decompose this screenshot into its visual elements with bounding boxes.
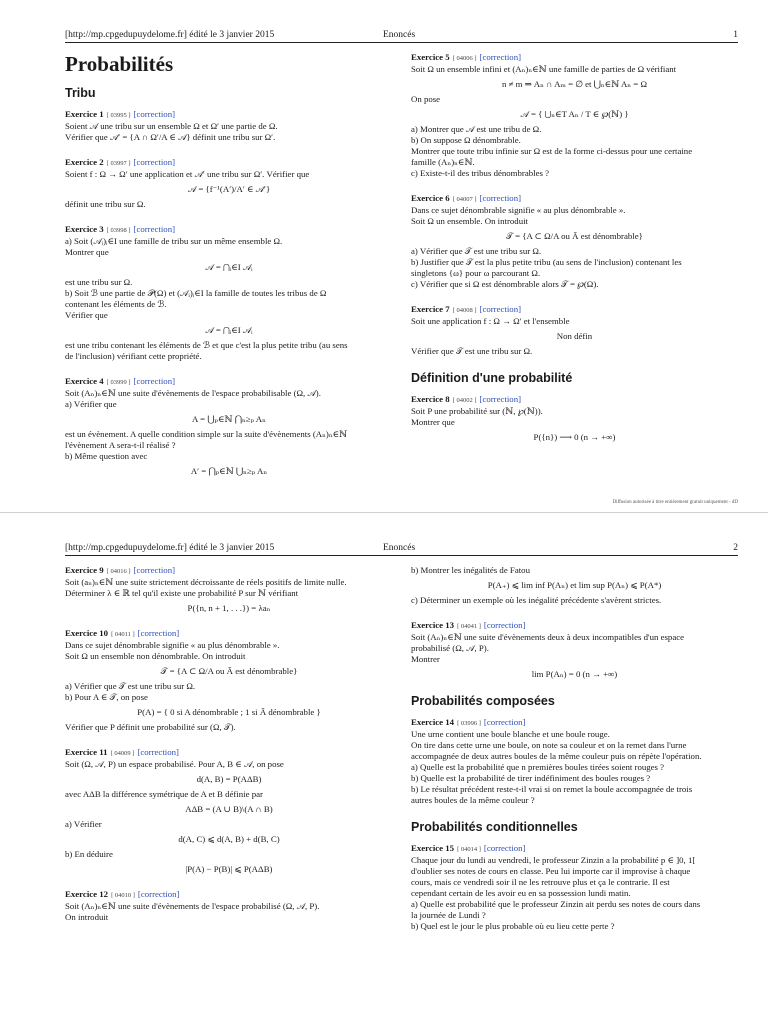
formula: A′ = ⋂ₚ∈ℕ ⋃ₙ≥ₚ Aₙ bbox=[190, 466, 268, 476]
exercise-header bbox=[65, 376, 393, 388]
text-line: a) Vérifier que 𝒯 est une tribu sur Ω. bbox=[411, 246, 542, 256]
exercise-list bbox=[65, 565, 393, 923]
exercise-code: [ 04006 ] bbox=[452, 55, 477, 62]
section-title-conditionnelles: Probabilités conditionnelles bbox=[411, 820, 578, 834]
text-line: b) Même question avec bbox=[65, 451, 148, 461]
text-line: b) Pour A ∈ 𝒯, on pose bbox=[65, 692, 148, 702]
correction-link[interactable]: [correction] bbox=[133, 565, 176, 575]
exercise-label: Exercice 15 bbox=[411, 843, 455, 853]
exercise bbox=[65, 376, 393, 477]
formula: n ≠ m ⇒ Aₙ ∩ Aₘ = ∅ et ⋃ₙ∈ℕ Aₙ = Ω bbox=[501, 79, 648, 89]
text-line: Montrer que toute tribu infinie sur Ω est de la forme ci-dessus pour une certaine bbox=[411, 146, 693, 156]
text-line: c) Vérifier que si Ω est dénombrable alors 𝒯 = ℘(Ω). bbox=[411, 279, 599, 289]
exercise-header bbox=[65, 565, 393, 577]
exercise-code: [ 03995 ] bbox=[106, 112, 131, 119]
exercise-code: [ 03997 ] bbox=[106, 160, 131, 167]
correction-link[interactable]: [correction] bbox=[137, 628, 180, 638]
text-line: b) Justifier que 𝒯 est la plus petite tribu (au sens de l'inclusion) contenant les bbox=[411, 257, 682, 267]
exercise-label: Exercice 6 bbox=[411, 193, 450, 203]
exercise-label: Exercice 7 bbox=[411, 304, 450, 314]
exercise-code: [ 03996 ] bbox=[457, 720, 481, 727]
text-line: Soit (Ω, 𝒜, P) un espace probabilisé. Pour A, B ∈ 𝒜, on pose bbox=[65, 759, 284, 769]
page-1 bbox=[0, 0, 768, 512]
text-line: a) Montrer que 𝒜 est une tribu de Ω. bbox=[411, 124, 542, 134]
text-line: b) Montrer les inégalités de Fatou bbox=[411, 565, 530, 575]
text-line: a) Vérifier que 𝒯 est une tribu sur Ω. bbox=[65, 681, 196, 691]
section-title-tribu: Tribu bbox=[65, 86, 96, 100]
text-line: Montrer que bbox=[411, 417, 455, 427]
formula: 𝒜 = ⋂ᵢ∈I 𝒜ᵢ bbox=[205, 325, 253, 335]
header-url[interactable]: [http://mp.cpgedupuydelome.fr] édité le 3 janvier 2015 bbox=[65, 543, 275, 553]
exercise-code: [ 04007 ] bbox=[452, 196, 477, 203]
text-line: b) Le résultat précédent reste-t-il vrai si on remet la boule accompagnée de trois bbox=[411, 784, 693, 794]
exercise bbox=[65, 565, 393, 614]
exercise-code: [ 04002 ] bbox=[452, 397, 477, 404]
left-column bbox=[65, 565, 393, 937]
exercise-list bbox=[65, 109, 393, 477]
text-line: a) Vérifier que bbox=[65, 399, 117, 409]
text-line: Soit P une probabilité sur (ℕ, ℘(ℕ)). bbox=[411, 406, 543, 416]
text-line: Soient 𝒜 une tribu sur un ensemble Ω et Ω′ une partie de Ω. bbox=[65, 121, 278, 131]
formula: Non défin bbox=[556, 331, 593, 341]
exercise-header bbox=[65, 157, 393, 169]
text-line: Soit (aₙ)ₙ∈ℕ une suite strictement décroissante de réels positifs de limite nulle. bbox=[65, 577, 347, 587]
exercise-header bbox=[65, 109, 393, 121]
exercise bbox=[411, 394, 738, 443]
text-line: c) Existe-t-il des tribus dénombrables ? bbox=[411, 168, 550, 178]
exercise bbox=[65, 889, 393, 923]
exercise-label: Exercice 1 bbox=[65, 109, 104, 119]
exercise bbox=[65, 157, 393, 210]
exercise-code: [ 03999 ] bbox=[106, 379, 131, 386]
footnote: Diffusion autorisée à titre entièrement gratuit uniquement - dD bbox=[612, 500, 738, 505]
formula: 𝒜 = ⋂ᵢ∈I 𝒜ᵢ bbox=[205, 262, 253, 272]
exercise-label: Exercice 14 bbox=[411, 717, 455, 727]
header-url[interactable]: [http://mp.cpgedupuydelome.fr] édité le 3 janvier 2015 bbox=[65, 30, 275, 40]
text-line: Dans ce sujet dénombrable signifie « au plus dénombrable ». bbox=[411, 205, 626, 215]
exercise bbox=[411, 52, 738, 179]
text-line: singletons {ω} pour ω parcourant Ω. bbox=[411, 268, 541, 278]
exercise bbox=[65, 224, 393, 362]
exercise-header bbox=[411, 193, 738, 205]
exercise-code: [ 04041 ] bbox=[457, 623, 481, 630]
header-rule bbox=[65, 555, 738, 556]
header-section: Enoncés bbox=[383, 543, 416, 553]
text-line: d'oublier ses notes de cours en classe. Peu lui importe car il improvise à chaque bbox=[411, 866, 691, 876]
exercise-list bbox=[411, 843, 738, 932]
text-line: Soient f : Ω → Ω′ une application et 𝒜′ une tribu sur Ω′. Vérifier que bbox=[65, 169, 310, 179]
left-column bbox=[65, 52, 393, 491]
exercise-list bbox=[411, 52, 738, 357]
exercise bbox=[65, 628, 393, 733]
text-line: On introduit bbox=[65, 912, 109, 922]
text-line: Vérifier que 𝒯 est une tribu sur Ω. bbox=[411, 346, 533, 356]
right-column bbox=[411, 565, 738, 946]
exercise-label: Exercice 12 bbox=[65, 889, 109, 899]
formula: AΔB = (A ∪ B)\(A ∩ B) bbox=[185, 804, 273, 814]
text-line: cours, mais ce vendredi soir il ne les retrouve plus et ça le contrarie. Il est bbox=[411, 877, 670, 887]
formula: 𝒜 = { ⋃ₙ∈T Aₙ / T ∈ ℘(ℕ) } bbox=[520, 109, 629, 119]
text-line: Montrer bbox=[411, 654, 440, 664]
text-line: b) En déduire bbox=[65, 849, 113, 859]
text-line: est une tribu sur Ω. bbox=[65, 277, 133, 287]
text-line: Soit Ω un ensemble infini et (Aₙ)ₙ∈ℕ une famille de parties de Ω vérifiant bbox=[411, 64, 677, 74]
text-line: cependant certain de les avoir eu en sa possession lundi matin. bbox=[411, 888, 631, 898]
text-line: Chaque jour du lundi au vendredi, le professeur Zinzin a la probabilité p ∈ ]0, 1[ bbox=[411, 855, 696, 865]
text-line: Soit (Aₙ)ₙ∈ℕ une suite d'évènements de l'espace probabilisé (Ω, 𝒜, P). bbox=[65, 901, 320, 911]
right-column bbox=[411, 52, 738, 457]
correction-link[interactable]: [correction] bbox=[483, 843, 526, 853]
exercise-code: [ 04009 ] bbox=[110, 750, 135, 757]
exercise-code: [ 04011 ] bbox=[111, 631, 135, 638]
exercise-header bbox=[411, 304, 738, 316]
text-line: b) Soit ℬ une partie de 𝒫(Ω) et (𝒜ᵢ)ᵢ∈I la famille de toutes les tribus de Ω bbox=[65, 288, 327, 298]
text-line: est un évènement. A quelle condition simple sur la suite d'évènements (Aₙ)ₙ∈ℕ bbox=[65, 429, 348, 439]
exercise-code: [ 04014 ] bbox=[457, 846, 481, 853]
formula: d(A, C) ⩽ d(A, B) + d(B, C) bbox=[178, 834, 280, 844]
text-line: On pose bbox=[411, 94, 441, 104]
exercise bbox=[411, 843, 738, 932]
exercise-header bbox=[65, 628, 393, 640]
exercise-label: Exercice 8 bbox=[411, 394, 450, 404]
formula: |P(A) − P(B)| ⩽ P(AΔB) bbox=[185, 864, 273, 874]
correction-link[interactable]: [correction] bbox=[133, 376, 176, 386]
exercise-continuation bbox=[411, 565, 738, 606]
header-section: Enoncés bbox=[383, 30, 416, 40]
text-line: la journée de Lundi ? bbox=[411, 910, 486, 920]
exercise-code: [ 04016 ] bbox=[106, 568, 131, 575]
text-line: autres boules de la même couleur ? bbox=[411, 795, 535, 805]
correction-link[interactable]: [correction] bbox=[483, 620, 526, 630]
formula: A = ⋃ₚ∈ℕ ⋂ₙ≥ₚ Aₙ bbox=[192, 414, 266, 424]
text-line: contenant les éléments de ℬ. bbox=[65, 299, 167, 309]
text-line: Une urne contient une boule blanche et une boule rouge. bbox=[411, 729, 610, 739]
text-line: b) On suppose Ω dénombrable. bbox=[411, 135, 521, 145]
text-line: probabilisé (Ω, 𝒜, P). bbox=[411, 643, 489, 653]
section-title-composees: Probabilités composées bbox=[411, 694, 555, 708]
exercise-label: Exercice 13 bbox=[411, 620, 455, 630]
formula: lim P(Aₙ) = 0 (n → +∞) bbox=[531, 669, 618, 679]
text-line: famille (Aₙ)ₙ∈ℕ. bbox=[411, 157, 475, 167]
exercise-code: [ 03998 ] bbox=[106, 227, 131, 234]
formula: 𝒯 = {A ⊂ Ω/A ou Ā est dénombrable} bbox=[506, 231, 643, 241]
text-line: On tire dans cette urne une boule, on note sa couleur et on la remet dans l'urne bbox=[411, 740, 687, 750]
text-line: Soit (Aₙ)ₙ∈ℕ une suite d'évènements deux à deux incompatibles d'un espace bbox=[411, 632, 685, 642]
text-line: Dans ce sujet dénombrable signifie « au plus dénombrable ». bbox=[65, 640, 280, 650]
formula: 𝒜 = {f⁻¹(A′)/A′ ∈ 𝒜′} bbox=[187, 184, 271, 194]
text-line: a) Vérifier bbox=[65, 819, 102, 829]
formula: P({n}) ⟶ 0 (n → +∞) bbox=[533, 432, 616, 442]
text-line: a) Quelle est probabilité que le professeur Zinzin ait perdu ses notes de cours dans bbox=[411, 899, 701, 909]
document-title: Probabilités bbox=[65, 52, 174, 76]
exercise-list bbox=[411, 717, 738, 806]
text-line: Vérifier que P définit une probabilité sur (Ω, 𝒯). bbox=[65, 722, 236, 732]
text-line: définit une tribu sur Ω. bbox=[65, 199, 146, 209]
exercise bbox=[411, 620, 738, 680]
exercise-code: [ 04008 ] bbox=[452, 307, 477, 314]
exercise-label: Exercice 3 bbox=[65, 224, 104, 234]
text-line: b) Quel est le jour le plus probable où eu lieu cette perte ? bbox=[411, 921, 615, 931]
correction-link[interactable]: [correction] bbox=[483, 717, 526, 727]
exercise-label: Exercice 4 bbox=[65, 376, 104, 386]
text-line: Soit (Aₙ)ₙ∈ℕ une suite d'évènements de l'espace probabilisable (Ω, 𝒜). bbox=[65, 388, 321, 398]
text-line: Soit Ω un ensemble. On introduit bbox=[411, 216, 528, 226]
formula: 𝒯 = {A ⊂ Ω/A ou Ā est dénombrable} bbox=[160, 666, 298, 676]
correction-link[interactable]: [correction] bbox=[133, 109, 176, 119]
exercise-list bbox=[411, 620, 738, 680]
text-line: a) Quelle est la probabilité que n premières boules tirées soient rouges ? bbox=[411, 762, 665, 772]
text-line: Vérifier que bbox=[65, 310, 108, 320]
correction-link[interactable]: [correction] bbox=[137, 747, 179, 757]
exercise-header bbox=[65, 747, 393, 759]
exercise-header bbox=[411, 717, 738, 729]
exercise-header bbox=[411, 620, 738, 632]
exercise bbox=[65, 109, 393, 143]
page-number: 2 bbox=[733, 543, 738, 553]
exercise-label: Exercice 10 bbox=[65, 628, 109, 638]
text-line: avec AΔB la différence symétrique de A et B définie par bbox=[65, 789, 263, 799]
text-line: Déterminer λ ∈ ℝ tel qu'il existe une probabilité P sur ℕ vérifiant bbox=[65, 588, 299, 598]
exercise-header bbox=[65, 224, 393, 236]
exercise-header bbox=[411, 843, 738, 855]
exercise-header bbox=[65, 889, 393, 901]
formula: P(A₊) ⩽ lim inf P(Aₙ) et lim sup P(Aₙ) ⩽ P(A*) bbox=[487, 580, 662, 590]
exercise-label: Exercice 9 bbox=[65, 565, 104, 575]
section-title-definition: Définition d'une probabilité bbox=[411, 371, 573, 385]
exercise-label: Exercice 11 bbox=[65, 747, 108, 757]
exercise-label: Exercice 2 bbox=[65, 157, 104, 167]
formula: P({n, n + 1, . . .}) = λaₙ bbox=[187, 603, 271, 613]
text-line: Soit une application f : Ω → Ω′ et l'ensemble bbox=[411, 316, 570, 326]
text-line: accompagnée de deux autres boules de la même couleur puis on répète l'opération. bbox=[411, 751, 702, 761]
correction-link[interactable]: [correction] bbox=[479, 52, 522, 62]
text-line: Montrer que bbox=[65, 247, 109, 257]
exercise-list bbox=[411, 394, 738, 443]
formula: d(A, B) = P(AΔB) bbox=[196, 774, 262, 784]
exercise-header bbox=[411, 52, 738, 64]
correction-link[interactable]: [correction] bbox=[133, 224, 176, 234]
text-line: est une tribu contenant les éléments de ℬ et que c'est la plus petite tribu (au sens bbox=[65, 340, 348, 350]
exercise bbox=[411, 717, 738, 806]
exercise-label: Exercice 5 bbox=[411, 52, 450, 62]
correction-link[interactable]: [correction] bbox=[479, 193, 522, 203]
text-line: Vérifier que 𝒜′ = {A ∩ Ω′/A ∈ 𝒜} définit une tribu sur Ω′. bbox=[65, 132, 276, 142]
text-line: Soit Ω un ensemble non dénombrable. On introduit bbox=[65, 651, 246, 661]
text-line: c) Déterminer un exemple où les inégalité précédente s'avèrent strictes. bbox=[411, 595, 662, 605]
page-number: 1 bbox=[733, 30, 738, 40]
text-line: b) Quelle est la probabilité de tirer indéfiniment des boules rouges ? bbox=[411, 773, 651, 783]
exercise-code: [ 04010 ] bbox=[111, 892, 135, 899]
correction-link[interactable]: [correction] bbox=[479, 304, 522, 314]
page-2 bbox=[0, 512, 768, 1025]
exercise bbox=[65, 747, 393, 875]
correction-link[interactable]: [correction] bbox=[133, 157, 176, 167]
correction-link[interactable]: [correction] bbox=[137, 889, 180, 899]
text-line: l'évènement A sera-t-il réalisé ? bbox=[65, 440, 176, 450]
correction-link[interactable]: [correction] bbox=[479, 394, 522, 404]
exercise-header bbox=[411, 394, 738, 406]
text-line: de l'inclusion) vérifiant cette propriété. bbox=[65, 351, 202, 361]
exercise bbox=[411, 193, 738, 290]
header-rule bbox=[65, 42, 738, 43]
exercise bbox=[411, 304, 738, 357]
text-line: a) Soit (𝒜ᵢ)ᵢ∈I une famille de tribu sur un même ensemble Ω. bbox=[65, 236, 283, 246]
formula: P(A) = { 0 si A dénombrable ; 1 si Ā dénombrable } bbox=[137, 707, 321, 717]
